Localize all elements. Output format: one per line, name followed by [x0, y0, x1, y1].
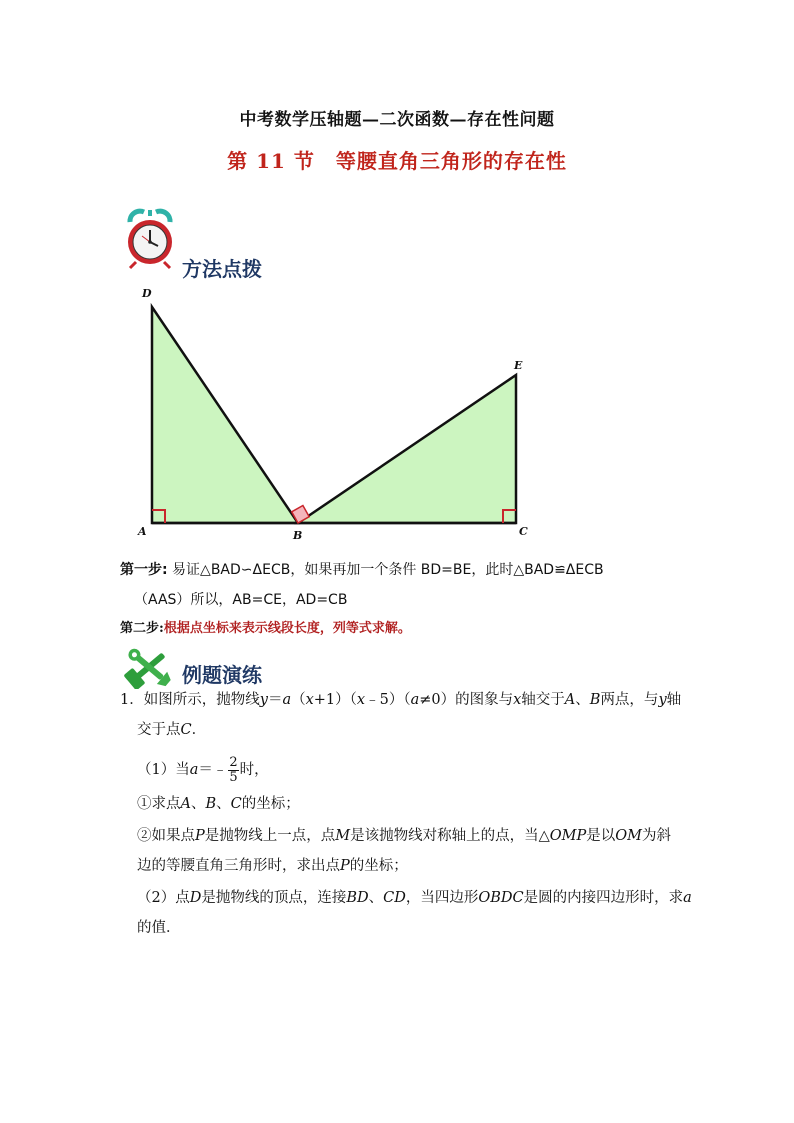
label-c: C: [519, 525, 528, 538]
section-subtitle: 第 11 节 等腰直角三角形的存在性: [227, 149, 567, 173]
step1-line1: [120, 560, 604, 580]
step1-text: 易证△BAD∽ΔECB，如果再加一个条件 BD=BE，此时△BAD≌ΔECB: [167, 562, 604, 578]
label-d: D: [142, 287, 152, 300]
fraction-2-5: $\frac{2}{5}$: [229, 754, 238, 785]
geometry-figure: [135, 285, 535, 543]
document-title: 中考数学压轴题—二次函数—存在性问题: [239, 110, 555, 130]
question-2-line2: 边的等腰直角三角形时，求出点P的坐标；: [137, 858, 408, 874]
alarm-clock-icon: [124, 208, 176, 270]
tools-icon: [122, 645, 176, 689]
label-a: A: [138, 525, 147, 538]
part2-line2: 的值．: [137, 920, 181, 936]
problem-line2: 交于点C．: [137, 722, 207, 738]
problem-line1: 1．如图所示，抛物线y＝a（x+1）（x﹣5）（a≠0）的图象与x轴交于A、B两点，与y轴: [120, 692, 682, 708]
step2-line: [120, 619, 411, 639]
triangle-bce: [298, 375, 516, 523]
example-heading: 例题演练: [182, 663, 262, 687]
label-b: B: [293, 529, 303, 542]
step2-label: 第二步:: [120, 621, 164, 636]
triangle-abd: [152, 307, 298, 523]
step1-label: 第一步:: [120, 562, 168, 578]
method-heading: 方法点拨: [182, 257, 262, 281]
part2-line1: （2）点D是抛物线的顶点，连接BD、CD，当四边形OBDC是圆的内接四边形时，求a: [137, 890, 692, 906]
question-1: ①求点A、B、C的坐标；: [137, 796, 300, 812]
part1-condition: （1）当a＝﹣ $\frac{2}{5}$ 时，: [137, 754, 269, 785]
label-e: E: [514, 359, 523, 372]
step2-text: 根据点坐标来表示线段长度，列等式求解。: [163, 621, 411, 636]
step1-line2: （AAS）所以，AB=CE，AD=CB: [134, 592, 348, 608]
question-2-line1: ②如果点P是抛物线上一点，点M是该抛物线对称轴上的点，当△OMP是以OM为斜: [137, 828, 672, 844]
